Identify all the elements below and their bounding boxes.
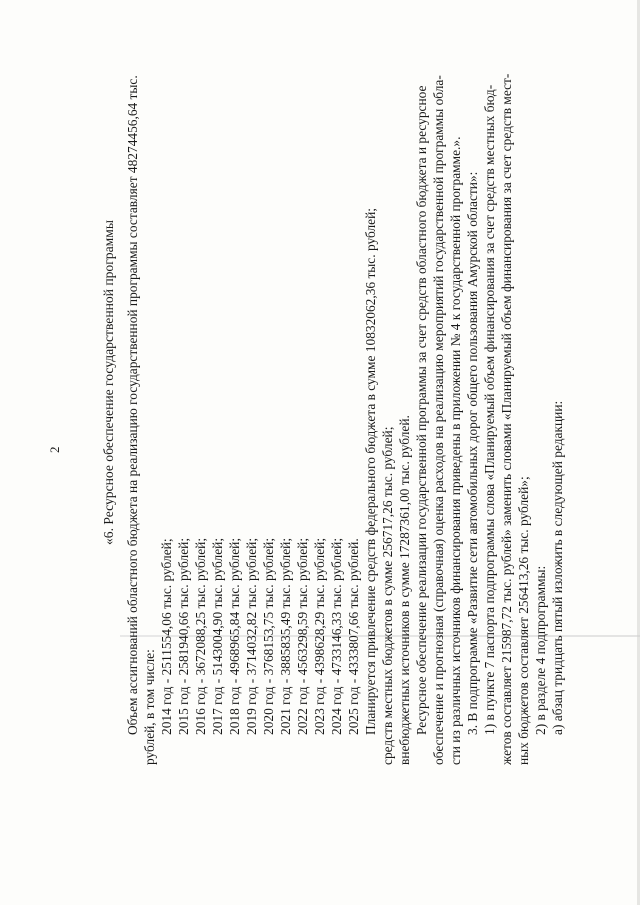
paragraph-line: средств местных бюджетов в сумме 256717,26 тыс. рублей; [380,426,395,765]
year-amount-line: 2015 год - 2581940,66 тыс. рублей; [176,537,191,735]
paragraph-line: 2) в разделе 4 подпрограммы: [533,565,548,735]
year-amount-line: 2025 год - 4333807,66 тыс. рублей. [346,538,361,735]
section-title: «6. Ресурсное обеспечение государственной программы [101,220,116,545]
year-amount-line: 2018 год - 4968965,84 тыс. рублей; [227,537,242,735]
paragraph-line: 3. В подпрограмме «Развитие сети автомобильных дорог общего пользования Амурской области»: [465,171,480,735]
year-amount-line: 2023 год - 4398628,29 тыс. рублей; [312,537,327,735]
year-amount-line: 2016 год - 3672088,25 тыс. рублей; [193,537,208,735]
year-amount-line: 2021 год - 3885835,49 тыс. рублей; [278,537,293,735]
paragraph-line: ных бюджетов составляет 256413,26 тыс. рублей»; [516,476,531,765]
year-amount-line: 2017 год - 5143004,90 тыс. рублей; [210,537,225,735]
year-amount-line: 2020 год - 3768153,75 тыс. рублей; [261,537,276,735]
paragraph-line: Ресурсное обеспечение реализации государственной программы за счет средств областного бюджета и ресурсное [414,85,429,735]
paragraph-line: внебюджетных источников в сумме 17287361,00 тыс. рублей. [397,415,412,765]
paragraph-line: Объем ассигнований областного бюджета на реализацию государственной программы составляет 48274456,64 тыс. [125,75,140,735]
paragraph-line: жетов составляет 215987,72 тыс. рублей» заменить словами «Планируемый объем финансирования за счет средств мест- [499,73,514,765]
year-amount-line: 2014 год - 2511554,06 тыс. рублей; [159,538,174,735]
paragraph-line: 1) в пункте 7 паспорта подпрограммы слова «Планируемый объем финансирования за счет средств местных бюд- [482,84,497,735]
paragraph-line: рублей, в том числе: [142,649,157,765]
year-amount-line: 2022 год - 4563298,59 тыс. рублей; [295,537,310,735]
paragraph-line: обеспечение и прогнозная (справочная) оценка расходов на реализацию мероприятий государственной программы обла- [431,75,446,765]
page-number: 2 [47,446,62,453]
paragraph-line: сти из различных источников финансирования приведены в приложении № 4 к государственной программе.». [448,136,463,765]
paragraph-line: Планируется привлечение средств федерального бюджета в сумме 10832062,36 тыс. рублей; [363,208,378,735]
paragraph-line: а) абзац тридцать пятый изложить в следующей редакции: [550,400,565,735]
year-amount-line: 2019 год - 3714032,82 тыс. рублей; [244,537,259,735]
year-amount-line: 2024 год - 4733146,33 тыс. рублей; [329,537,344,735]
